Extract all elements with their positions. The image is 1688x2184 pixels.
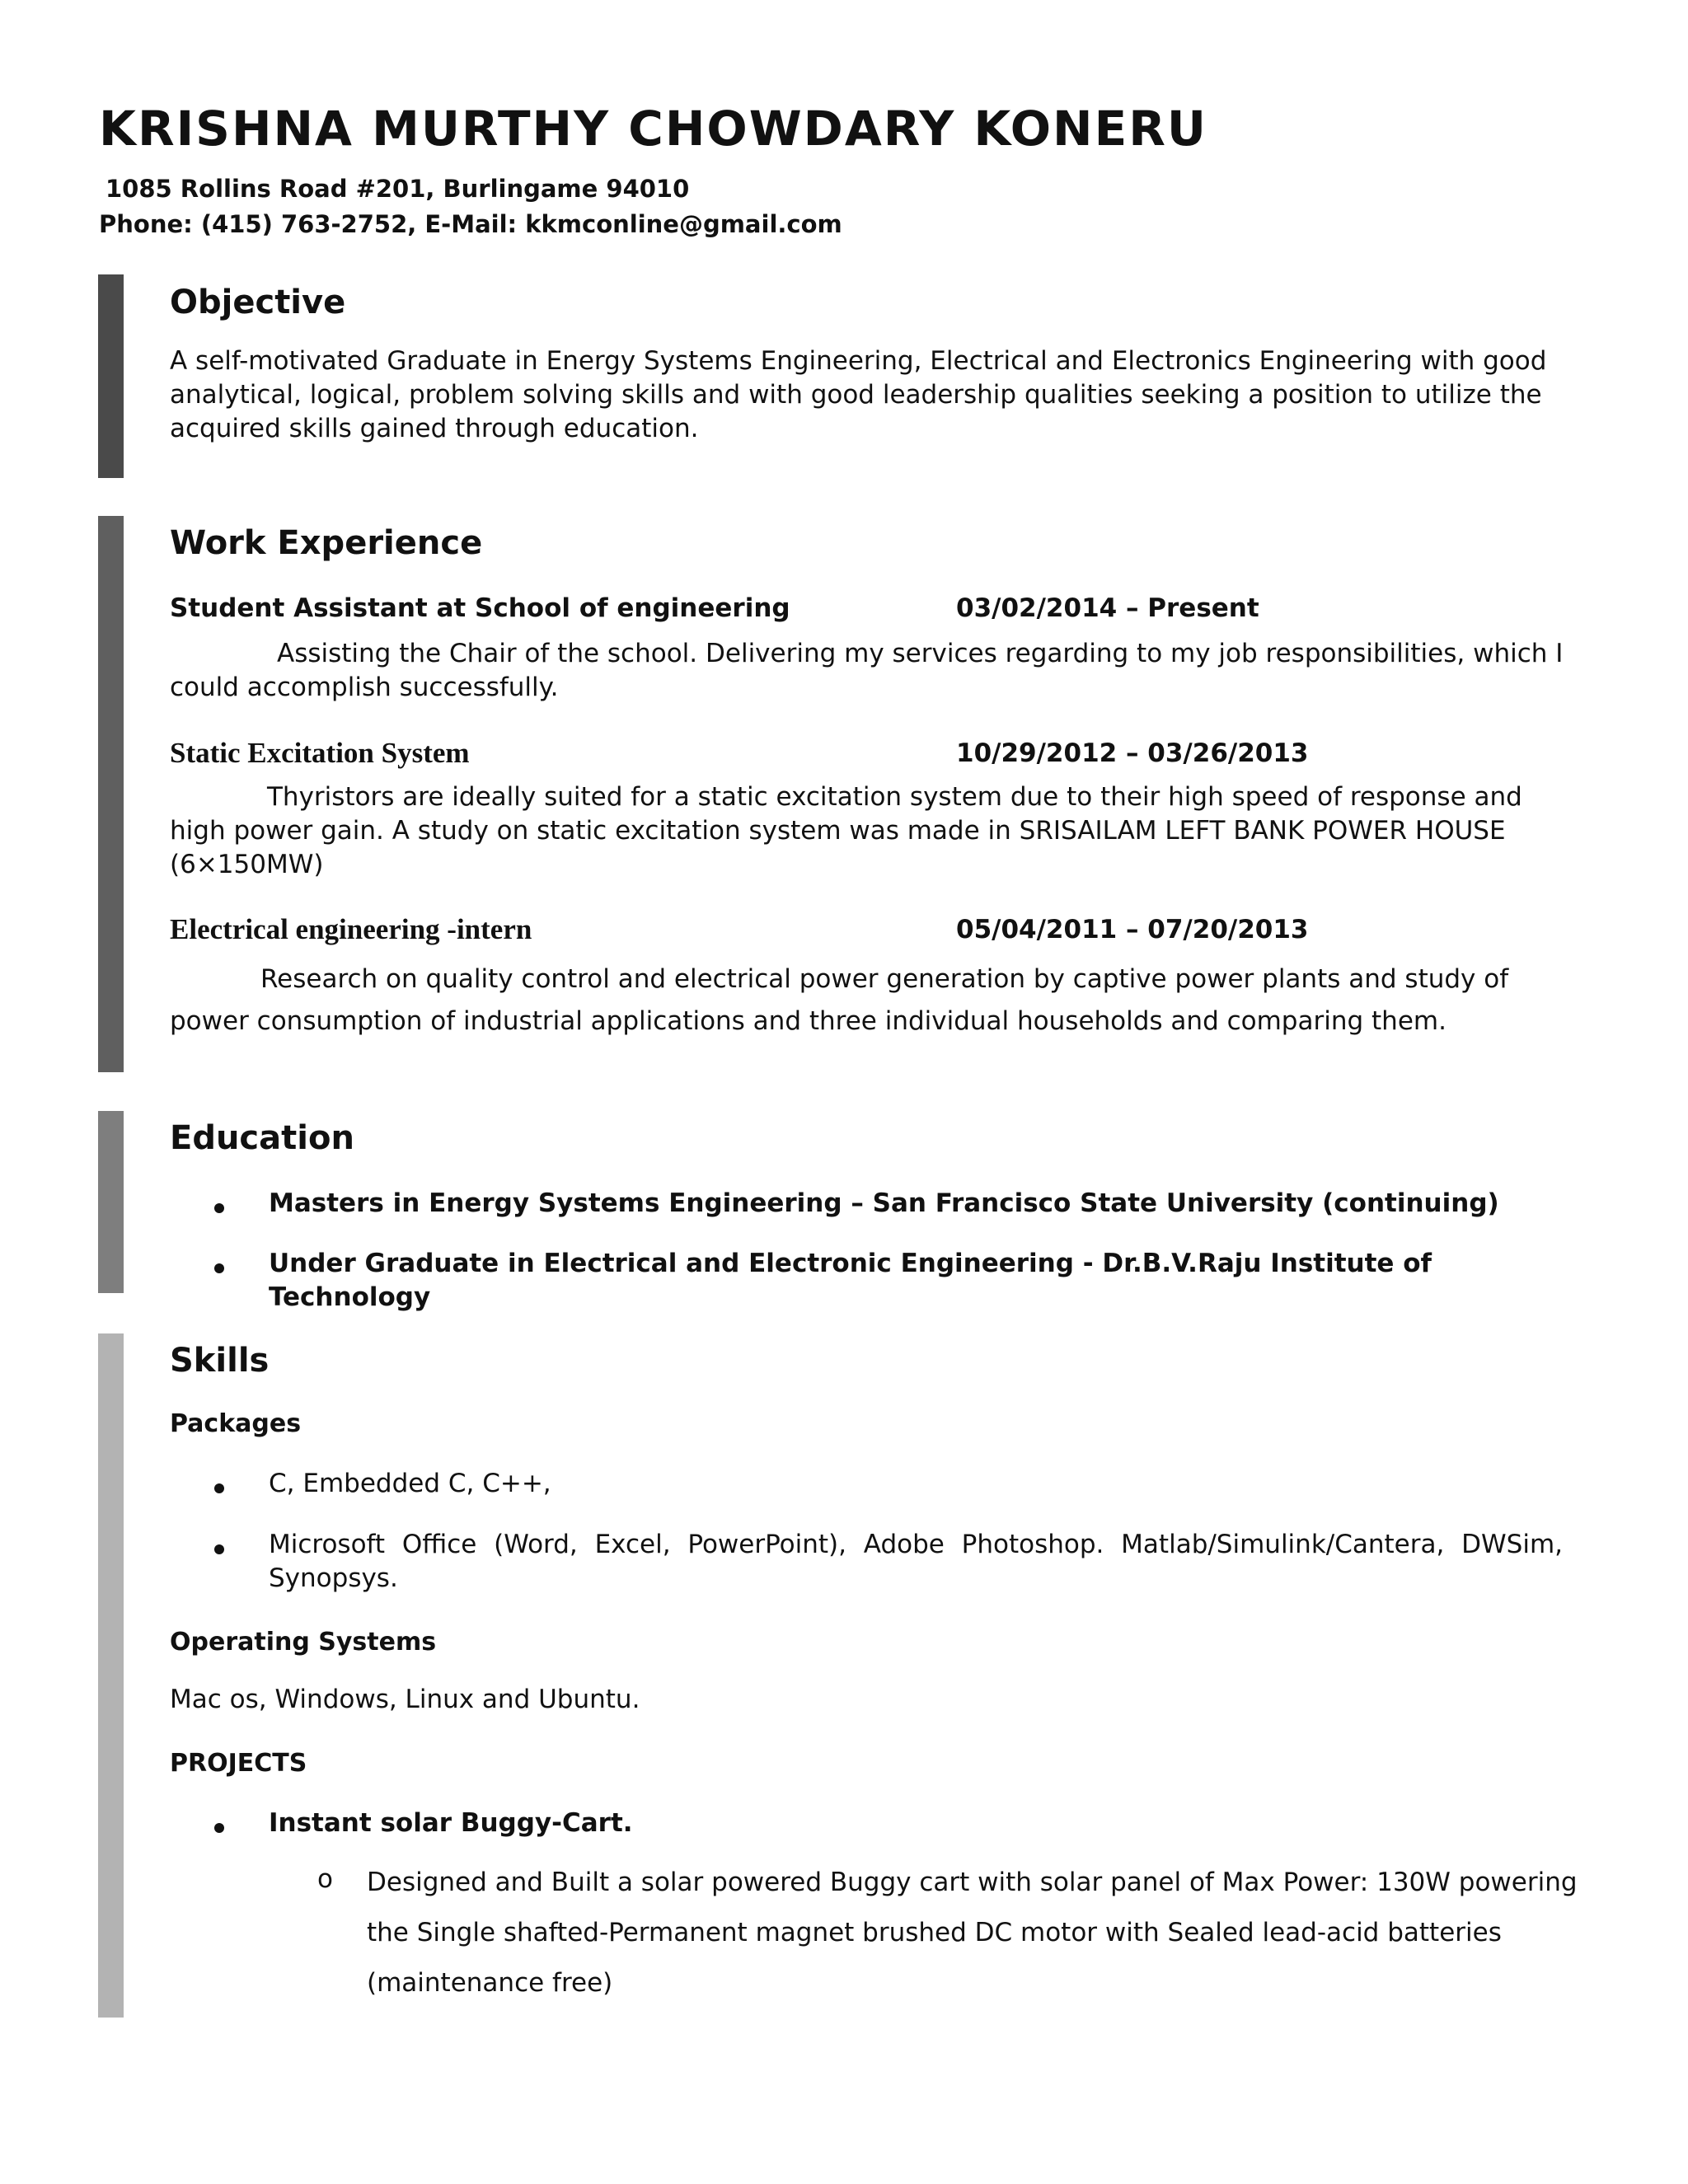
objective-bar (98, 274, 124, 478)
job-desc-1: Assisting the Chair of the school. Delivering my services regarding to my job responsibilities, which I could accomplish successfully. (170, 639, 1564, 702)
job-dates-2: 10/29/2012 – 03/26/2013 (956, 738, 1309, 768)
job-title-1: Student Assistant at School of engineering (170, 593, 790, 623)
education-item-1: Masters in Energy Systems Engineering – San Francisco State University (continuing) (269, 1188, 1499, 1218)
project-name: Instant solar Buggy-Cart. (269, 1808, 633, 1838)
skills-title: Skills (170, 1342, 270, 1380)
objective-text: A self-motivated Graduate in Energy Systems Engineering, Electrical and Electronics Engineering with good analytical, logical, problem solving skills and with good leadership qualities seeking a position to utilize the acquired skills gained through education. (170, 346, 1547, 443)
bullet-icon (214, 1263, 224, 1273)
work-title: Work Experience (170, 524, 483, 562)
package-item-1: C, Embedded C, C++, (269, 1469, 551, 1498)
objective-title: Objective (170, 284, 346, 321)
job-title-3: Electrical engineering -intern (170, 913, 532, 945)
project-description: Designed and Built a solar powered Buggy cart with solar panel of Max Power: 130W powering the Single shafted-Permanent magnet brushed DC motor with Sealed lead-acid batteries (maintenance free) (367, 1868, 1578, 1998)
packages-heading: Packages (170, 1409, 302, 1438)
os-text: Mac os, Windows, Linux and Ubuntu. (170, 1685, 640, 1714)
package-item-2: Microsoft Office (Word, Excel, PowerPoint), Adobe Photoshop. Matlab/Simulink/Cantera, DWSim, Synopsys. (269, 1530, 1563, 1593)
job-dates-3: 05/04/2011 – 07/20/2013 (956, 915, 1309, 944)
work-bar (98, 516, 124, 1072)
contact-line: Phone: (415) 763-2752, E-Mail: kkmconline@gmail.com (99, 210, 842, 238)
hollow-bullet-icon: o (317, 1864, 333, 1894)
job-title-2: Static Excitation System (170, 737, 470, 769)
education-bar (98, 1111, 124, 1293)
education-title: Education (170, 1119, 354, 1157)
address: 1085 Rollins Road #201, Burlingame 94010 (106, 175, 690, 203)
job-desc-2: Thyristors are ideally suited for a static excitation system due to their high speed of response and high power gain. A study on static excitation system was made in SRISAILAM LEFT BANK POWER HOUSE (6×150MW) (170, 782, 1522, 879)
bullet-icon (214, 1483, 224, 1493)
projects-heading: PROJECTS (170, 1749, 307, 1778)
skills-bar (98, 1333, 124, 2018)
bullet-icon (214, 1203, 224, 1213)
job-dates-1: 03/02/2014 – Present (956, 593, 1259, 623)
job-desc-3: Research on quality control and electrical power generation by captive power plants and study of power consumption of industrial applications and three individual households and comparing them. (170, 964, 1509, 1036)
education-item-2: Under Graduate in Electrical and Electronic Engineering - Dr.B.V.Raju Institute of Technology (269, 1249, 1432, 1312)
bullet-icon (214, 1544, 224, 1554)
candidate-name: KRISHNA MURTHY CHOWDARY KONERU (99, 101, 1207, 157)
bullet-icon (214, 1823, 224, 1833)
os-heading: Operating Systems (170, 1628, 437, 1657)
